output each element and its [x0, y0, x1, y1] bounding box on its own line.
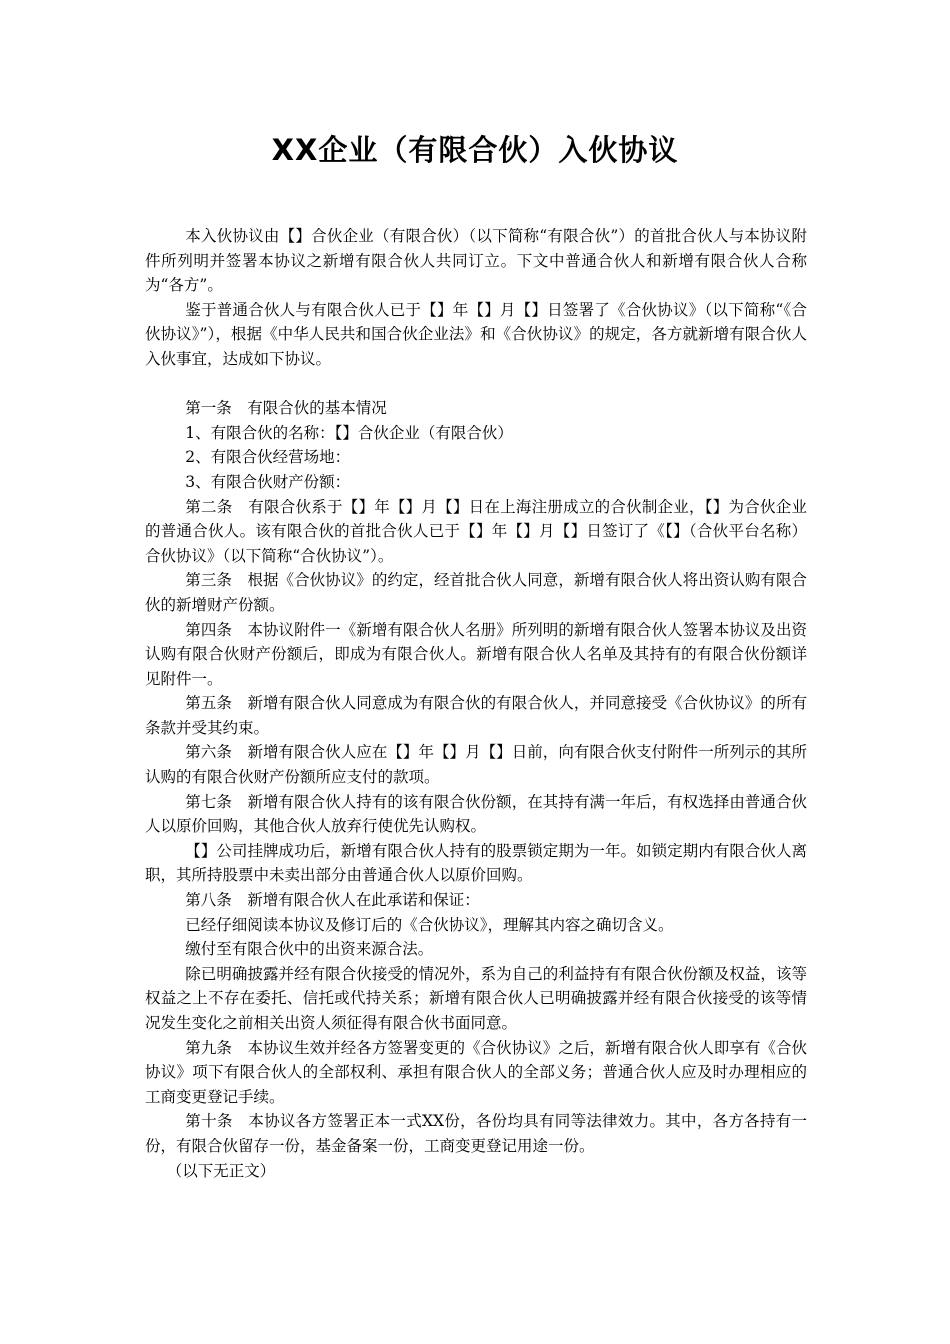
- article-1-item-3: 3、有限合伙财产份额：: [185, 472, 351, 491]
- blank-line: [145, 372, 807, 397]
- article-5: 第五条 新增有限合伙人同意成为有限合伙的有限合伙人，并同意接受《合伙协议》的所有条款并受其约束。: [145, 694, 807, 737]
- article-7: 第七条 新增有限合伙人持有的该有限合伙份额，在其持有满一年后，有权选择由普通合伙人以原价回购，其他合伙人放弃行使优先认购权。: [145, 792, 807, 836]
- article-8-heading: 第八条 新增有限合伙人在此承诺和保证：: [185, 891, 480, 910]
- article-8-item-1: 已经仔细阅读本协议及修订后的《合伙协议》，理解其内容之确切含义。: [185, 915, 674, 934]
- article-9: 第九条 本协议生效并经各方签署变更的《合伙协议》之后，新增有限合伙人即享有《合伙协议》项下有限合伙人的全部权利、承担有限合伙人的全部义务；普通合伙人应及时办理相应的工商变更登记手续。: [145, 1038, 807, 1106]
- article-3: 第三条 根据《合伙协议》的约定，经首批合伙人同意，新增有限合伙人将出资认购有限合伙的新增财产份额。: [145, 571, 807, 614]
- article-8-item-3: 除已明确披露并经有限合伙接受的情况外，系为自己的利益持有有限合伙份额及权益，该等权益之上不存在委托、信托或代持关系；新增有限合伙人已明确披露并经有限合伙接受的该等情况发生变化之前相关出资人须征得有限合伙书面同意。: [145, 964, 807, 1032]
- document-body: [145, 224, 807, 1183]
- article-10: 第十条 本协议各方签署正本一式XX份，各份均具有同等法律效力。其中，各方各持有一份，有限合伙留存一份，基金备案一份，工商变更登记用途一份。: [145, 1112, 807, 1155]
- article-7-lockup: 【】公司挂牌成功后，新增有限合伙人持有的股票锁定期为一年。如锁定期内有限合伙人离职，其所持股票中未卖出部分由普通合伙人以原价回购。: [145, 841, 807, 885]
- article-1-item-2: 2、有限合伙经营场地：: [185, 448, 351, 467]
- article-6: 第六条 新增有限合伙人应在【】年【】月【】日前，向有限合伙支付附件一所列示的其所认购的有限合伙财产份额所应支付的款项。: [145, 743, 807, 787]
- article-2: 第二条 有限合伙系于【】年【】月【】日在上海注册成立的合伙制企业，【】为合伙企业的普通合伙人。该有限合伙的首批合伙人已于【】年【】月【】日签订了《【】（合伙平台名称）合伙协议》（以下简称“合伙协议”）。: [145, 497, 807, 565]
- article-8-item-2: 缴付至有限合伙中的出资来源合法。: [185, 940, 434, 959]
- article-4: 第四条 本协议附件一《新增有限合伙人名册》所列明的新增有限合伙人签署本协议及出资认购有限合伙财产份额后，即成为有限合伙人。新增有限合伙人名单及其持有的有限合伙份额详见附件一。: [145, 620, 807, 688]
- article-1-item-1: 1、有限合伙的名称：【】合伙企业（有限合伙）: [185, 423, 513, 442]
- intro-paragraph: 本入伙协议由【】合伙企业（有限合伙）（以下简称“有限合伙”）的首批合伙人与本协议附件所列明并签署本协议之新增有限合伙人共同订立。下文中普通合伙人和新增有限合伙人合称为“各方”。: [145, 227, 807, 295]
- document-title: XX企业（有限合伙）入伙协议: [271, 133, 679, 167]
- recital-paragraph: 鉴于普通合伙人与有限合伙人已于【】年【】月【】日签署了《合伙协议》（以下简称“《合伙协议》”），根据《中华人民共和国合伙企业法》和《合伙协议》的规定，各方就新增有限合伙人入伙事宜，达成如下协议。: [145, 300, 807, 368]
- end-of-text-note: （以下无正文）: [166, 1161, 276, 1180]
- article-1-heading: 第一条 有限合伙的基本情况: [185, 399, 387, 418]
